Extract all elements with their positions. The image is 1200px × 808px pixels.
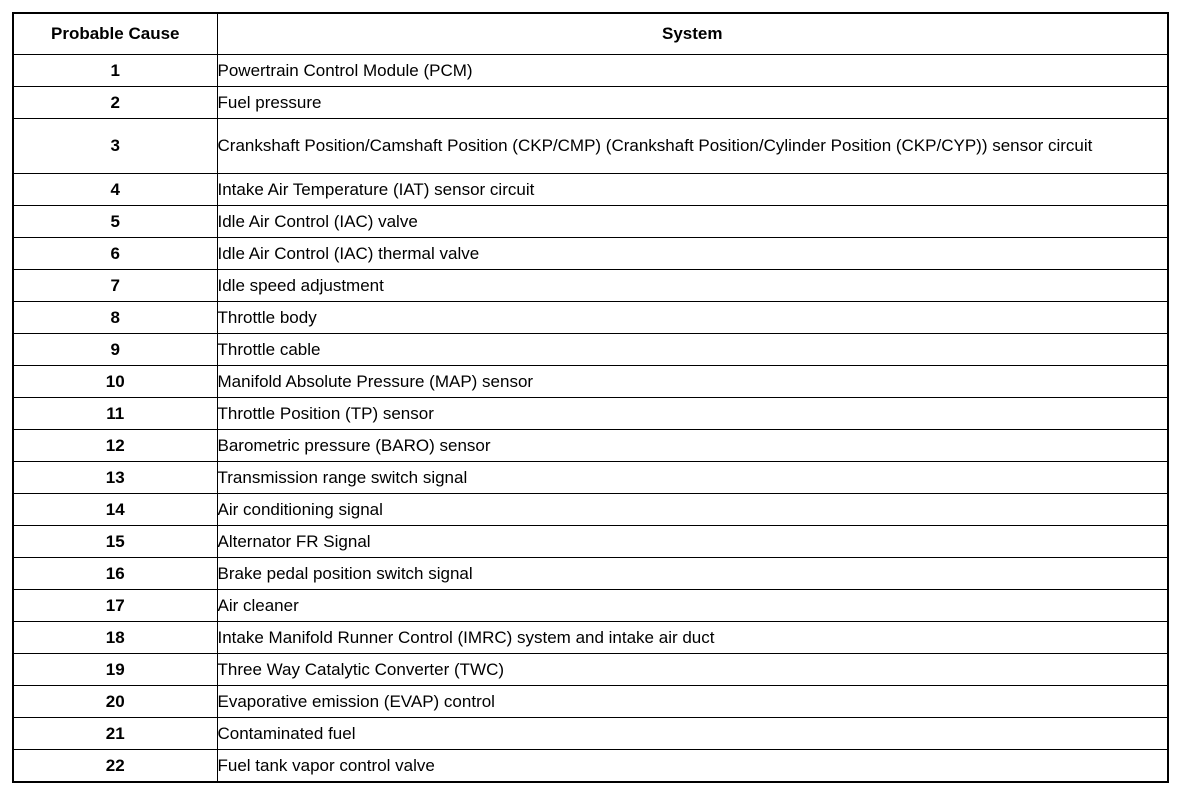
table-row (13, 494, 1168, 526)
probable-cause-table (12, 12, 1169, 783)
table-row (13, 398, 1168, 430)
table-row (13, 366, 1168, 398)
system-description: Idle Air Control (IAC) valve (217, 206, 1168, 238)
system-description: Idle speed adjustment (217, 270, 1168, 302)
table-row (13, 654, 1168, 686)
probable-cause-number: 17 (13, 590, 217, 622)
header-row (13, 13, 1168, 55)
probable-cause-number: 3 (13, 119, 217, 174)
probable-cause-number: 16 (13, 558, 217, 590)
system-description: Throttle cable (217, 334, 1168, 366)
system-description: Brake pedal position switch signal (217, 558, 1168, 590)
table-row (13, 526, 1168, 558)
probable-cause-number: 19 (13, 654, 217, 686)
probable-cause-number: 10 (13, 366, 217, 398)
system-description: Fuel tank vapor control valve (217, 750, 1168, 783)
table-row (13, 174, 1168, 206)
probable-cause-number: 13 (13, 462, 217, 494)
table-row (13, 622, 1168, 654)
table-row (13, 430, 1168, 462)
system-description: Crankshaft Position/Camshaft Position (CKP/CMP) (Crankshaft Position/Cylinder Position (CKP/CYP)) sensor circuit (217, 119, 1168, 174)
probable-cause-number: 11 (13, 398, 217, 430)
system-description: Fuel pressure (217, 87, 1168, 119)
table-row (13, 270, 1168, 302)
table-row (13, 558, 1168, 590)
probable-cause-number: 21 (13, 718, 217, 750)
probable-cause-number: 4 (13, 174, 217, 206)
system-description: Air cleaner (217, 590, 1168, 622)
table-row (13, 750, 1168, 783)
probable-cause-number: 5 (13, 206, 217, 238)
probable-cause-number: 2 (13, 87, 217, 119)
probable-cause-number: 6 (13, 238, 217, 270)
system-description: Three Way Catalytic Converter (TWC) (217, 654, 1168, 686)
table-row (13, 87, 1168, 119)
system-description: Idle Air Control (IAC) thermal valve (217, 238, 1168, 270)
probable-cause-number: 18 (13, 622, 217, 654)
system-description: Alternator FR Signal (217, 526, 1168, 558)
table-row (13, 206, 1168, 238)
table-row (13, 334, 1168, 366)
header-probable-cause: Probable Cause (13, 13, 217, 55)
probable-cause-number: 8 (13, 302, 217, 334)
table-body (13, 55, 1168, 783)
system-description: Barometric pressure (BARO) sensor (217, 430, 1168, 462)
table-row (13, 686, 1168, 718)
system-description: Intake Manifold Runner Control (IMRC) system and intake air duct (217, 622, 1168, 654)
system-description: Evaporative emission (EVAP) control (217, 686, 1168, 718)
system-description: Transmission range switch signal (217, 462, 1168, 494)
probable-cause-number: 14 (13, 494, 217, 526)
system-description: Throttle Position (TP) sensor (217, 398, 1168, 430)
table-row (13, 462, 1168, 494)
system-description: Powertrain Control Module (PCM) (217, 55, 1168, 87)
probable-cause-number: 22 (13, 750, 217, 783)
table-row (13, 302, 1168, 334)
probable-cause-number: 9 (13, 334, 217, 366)
table-row (13, 718, 1168, 750)
table-row (13, 590, 1168, 622)
system-description: Air conditioning signal (217, 494, 1168, 526)
system-description: Manifold Absolute Pressure (MAP) sensor (217, 366, 1168, 398)
probable-cause-number: 20 (13, 686, 217, 718)
system-description: Contaminated fuel (217, 718, 1168, 750)
probable-cause-number: 7 (13, 270, 217, 302)
header-system: System (217, 13, 1168, 55)
table-row (13, 55, 1168, 87)
probable-cause-number: 15 (13, 526, 217, 558)
table-row (13, 119, 1168, 174)
probable-cause-number: 12 (13, 430, 217, 462)
system-description: Intake Air Temperature (IAT) sensor circuit (217, 174, 1168, 206)
probable-cause-number: 1 (13, 55, 217, 87)
system-description: Throttle body (217, 302, 1168, 334)
table-row (13, 238, 1168, 270)
